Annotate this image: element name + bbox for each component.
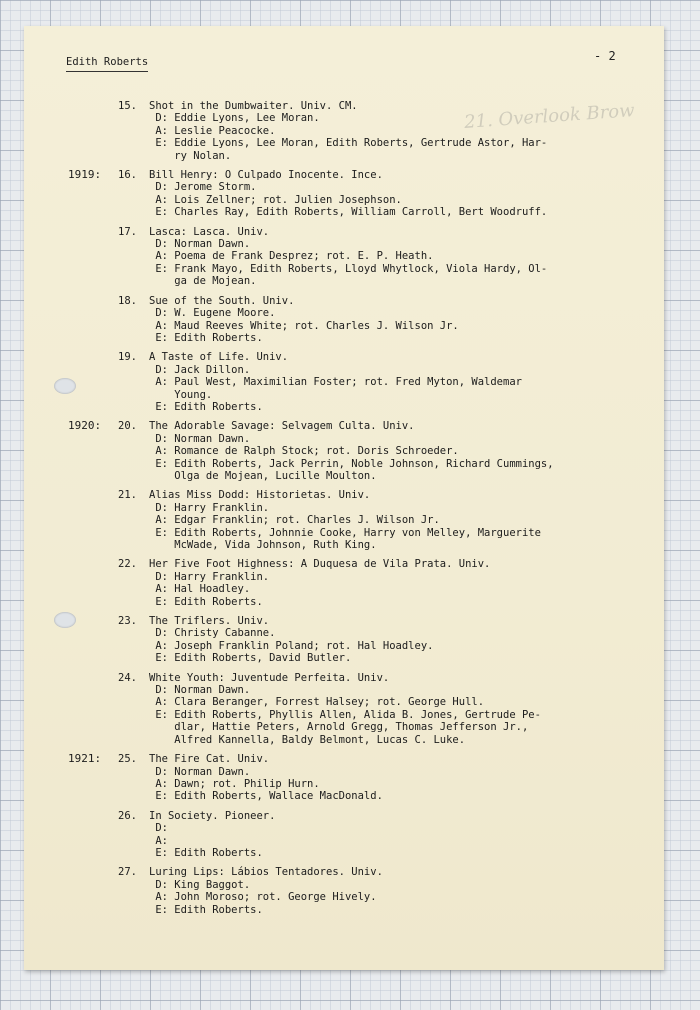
credit-d (149, 307, 664, 319)
entry-number: 26. (118, 809, 137, 822)
credit-label: D: (155, 181, 175, 194)
entry-number: 19. (118, 351, 137, 364)
credit-value: Hal Hoadley. (174, 583, 251, 596)
film-entry (24, 810, 664, 860)
entry-title: The Fire Cat. Univ. (149, 753, 270, 766)
credit-d (149, 502, 664, 514)
credit-label: E: (155, 903, 175, 916)
credit-d (149, 879, 664, 891)
entry-number: 17. (118, 225, 137, 238)
document-page (24, 26, 664, 970)
credit-value: Edith Roberts. (174, 903, 263, 916)
credit-value: W. Eugene Moore. (174, 307, 276, 320)
entry-number: 22. (118, 558, 137, 571)
credit-label: D: (155, 307, 175, 320)
credit-d (149, 181, 664, 193)
entry-title: The Adorable Savage: Selvagem Culta. Univ. (149, 420, 415, 433)
credit-a (149, 250, 664, 262)
credit-value: Eddie Lyons, Lee Moran. (174, 112, 320, 125)
credit-d (149, 627, 664, 639)
credit-label: D: (155, 112, 175, 125)
film-entry (24, 753, 664, 803)
credit-label: A: (155, 250, 175, 263)
credit-value: Dawn; rot. Philip Hurn. (174, 777, 320, 790)
credit-d (149, 822, 664, 834)
credit-value: Frank Mayo, Edith Roberts, Lloyd Whytlock, Viola Hardy, Ol- ga de Mojean. (174, 262, 548, 288)
film-entry (24, 226, 664, 288)
credit-a (149, 835, 664, 847)
credit-d (149, 364, 664, 376)
credit-e (149, 596, 664, 608)
credit-value: Edith Roberts, Jack Perrin, Noble Johnson, Richard Cummings, Olga de Mojean, Lucille Moulton. (174, 457, 554, 482)
credit-label: D: (155, 570, 175, 583)
film-entry (24, 558, 664, 608)
credit-value: Edith Roberts, Wallace MacDonald. (174, 790, 383, 803)
credit-value: Clara Beranger, Forrest Halsey; rot. George Hull. (174, 696, 485, 709)
credit-value: Edith Roberts, Phyllis Allen, Alida B. Jones, Gertrude Pe- dlar, Hattie Peters, Arnold Gregg, Thomas Jefferson Jr., Alfred Kannella, Baldy Belmont, Lucas C. Luke. (174, 708, 541, 746)
film-entry (24, 100, 664, 162)
credit-label: E: (155, 262, 175, 275)
credit-a (149, 696, 664, 708)
credit-a (149, 891, 664, 903)
credit-e (149, 709, 664, 746)
credit-a (149, 194, 664, 206)
entry-number: 16. (118, 169, 137, 182)
credit-label: E: (155, 331, 175, 344)
credit-value: Lois Zellner; rot. Julien Josephson. (174, 193, 402, 206)
credit-value: Edith Roberts, David Butler. (174, 652, 352, 665)
credit-a (149, 514, 664, 526)
credit-label: E: (155, 400, 175, 413)
pencil-note: 21. Overlook Brow (463, 100, 636, 133)
credit-label: E: (155, 790, 175, 803)
credit-e (149, 263, 664, 288)
film-entry (24, 672, 664, 746)
entry-number: 20. (118, 420, 137, 433)
entry-title: Alias Miss Dodd: Historietas. Univ. (149, 489, 371, 502)
credit-e (149, 332, 664, 344)
credit-a (149, 445, 664, 457)
credit-label: D: (155, 432, 175, 445)
credit-d (149, 238, 664, 250)
entry-number: 25. (118, 753, 137, 766)
credit-label: A: (155, 514, 175, 527)
credit-value: Poema de Frank Desprez; rot. E. P. Heath. (174, 250, 434, 263)
credit-label: E: (155, 846, 175, 859)
credit-label: A: (155, 777, 175, 790)
entry-number: 21. (118, 489, 137, 502)
credit-value: Edith Roberts. (174, 331, 263, 344)
credit-value: Norman Dawn. (174, 238, 251, 251)
credit-label: A: (155, 834, 175, 847)
credit-label: A: (155, 445, 175, 458)
entry-number: 24. (118, 671, 137, 684)
credit-value: Eddie Lyons, Lee Moran, Edith Roberts, Gertrude Astor, Har- ry Nolan. (174, 137, 548, 162)
entry-number: 18. (118, 294, 137, 307)
credit-e (149, 904, 664, 916)
credit-e (149, 847, 664, 859)
credit-e (149, 401, 664, 413)
credit-value: Norman Dawn. (174, 684, 251, 697)
film-entry (24, 169, 664, 219)
credit-label: D: (155, 765, 175, 778)
credit-label: E: (155, 595, 175, 608)
credit-a (149, 125, 664, 137)
entry-title: Her Five Foot Highness: A Duquesa de Vila Prata. Univ. (149, 558, 491, 571)
credit-label: E: (155, 526, 175, 539)
credit-d (149, 112, 664, 124)
credit-a (149, 778, 664, 790)
credit-value: Norman Dawn. (174, 432, 251, 445)
entry-title: Shot in the Dumbwaiter. Univ. CM. (149, 100, 358, 112)
entry-number: 23. (118, 615, 137, 628)
credit-value: Edith Roberts. (174, 595, 263, 608)
credit-e (149, 458, 664, 483)
credit-label: D: (155, 501, 175, 514)
entry-number: 15. (118, 100, 137, 112)
film-entry (24, 295, 664, 345)
credit-value: King Baggot. (174, 878, 251, 891)
entry-title: A Taste of Life. Univ. (149, 351, 289, 364)
credit-value: Joseph Franklin Poland; rot. Hal Hoadley. (174, 639, 434, 652)
credit-value: Edgar Franklin; rot. Charles J. Wilson Jr. (174, 514, 440, 527)
credit-label: A: (155, 193, 175, 206)
credit-label: E: (155, 137, 175, 150)
credit-label: A: (155, 583, 175, 596)
credit-label: D: (155, 878, 175, 891)
credit-d (149, 571, 664, 583)
credit-value: John Moroso; rot. George Hively. (174, 891, 377, 904)
entry-title: In Society. Pioneer. (149, 809, 276, 822)
entry-title: Sue of the South. Univ. (149, 294, 295, 307)
credit-e (149, 652, 664, 664)
credit-value: Leslie Peacocke. (174, 124, 276, 137)
header-name: Edith Roberts (66, 56, 148, 72)
film-entry (24, 351, 664, 413)
credit-value: Paul West, Maximilian Foster; rot. Fred Myton, Waldemar Young. (174, 376, 522, 401)
page-number: - 2 (594, 49, 616, 63)
credit-value: Jerome Storm. (174, 181, 257, 194)
credit-a (149, 640, 664, 652)
credit-e (149, 790, 664, 802)
credit-label: D: (155, 684, 175, 697)
credit-label: A: (155, 124, 175, 137)
credit-label: D: (155, 627, 175, 640)
credit-label: A: (155, 891, 175, 904)
entry-title: Luring Lips: Lábios Tentadores. Univ. (149, 866, 383, 879)
credit-e (149, 137, 664, 162)
credit-label: E: (155, 206, 175, 219)
credit-d (149, 766, 664, 778)
film-entry (24, 420, 664, 482)
credit-value: Edith Roberts. (174, 846, 263, 859)
credit-a (149, 320, 664, 332)
credit-value: Jack Dillon. (174, 363, 251, 376)
credit-label: E: (155, 708, 175, 721)
film-entry (24, 615, 664, 665)
filmography-list (24, 100, 664, 923)
entry-year: 1921: (68, 752, 102, 766)
credit-value: Harry Franklin. (174, 570, 270, 583)
credit-value: Harry Franklin. (174, 501, 270, 514)
credit-value: Maud Reeves White; rot. Charles J. Wilson Jr. (174, 319, 459, 332)
entry-year: 1919: (68, 168, 102, 182)
credit-label: D: (155, 363, 175, 376)
credit-label: E: (155, 457, 175, 470)
credit-label: A: (155, 376, 175, 389)
credit-label: A: (155, 696, 175, 709)
film-entry (24, 489, 664, 551)
entry-number: 27. (118, 866, 137, 879)
entry-title: The Triflers. Univ. (149, 615, 270, 628)
credit-label: D: (155, 822, 175, 835)
credit-value: Charles Ray, Edith Roberts, William Carroll, Bert Woodruff. (174, 206, 548, 219)
credit-a (149, 583, 664, 595)
entry-year: 1920: (68, 419, 102, 433)
credit-label: D: (155, 238, 175, 251)
entry-title: Bill Henry: O Culpado Inocente. Ince. (149, 169, 383, 182)
credit-e (149, 527, 664, 552)
credit-value: Romance de Ralph Stock; rot. Doris Schroeder. (174, 445, 459, 458)
credit-label: E: (155, 652, 175, 665)
credit-value: Christy Cabanne. (174, 627, 276, 640)
entry-title: White Youth: Juventude Perfeita. Univ. (149, 671, 390, 684)
film-entry (24, 866, 664, 916)
credit-label: A: (155, 319, 175, 332)
credit-d (149, 684, 664, 696)
entry-title: Lasca: Lasca. Univ. (149, 225, 270, 238)
credit-label: A: (155, 639, 175, 652)
credit-e (149, 206, 664, 218)
credit-value: Edith Roberts. (174, 400, 263, 413)
credit-value: Norman Dawn. (174, 765, 251, 778)
credit-value: Edith Roberts, Johnnie Cooke, Harry von Melley, Marguerite McWade, Vida Johnson, Ruth King. (174, 526, 541, 551)
credit-a (149, 376, 664, 401)
credit-d (149, 433, 664, 445)
